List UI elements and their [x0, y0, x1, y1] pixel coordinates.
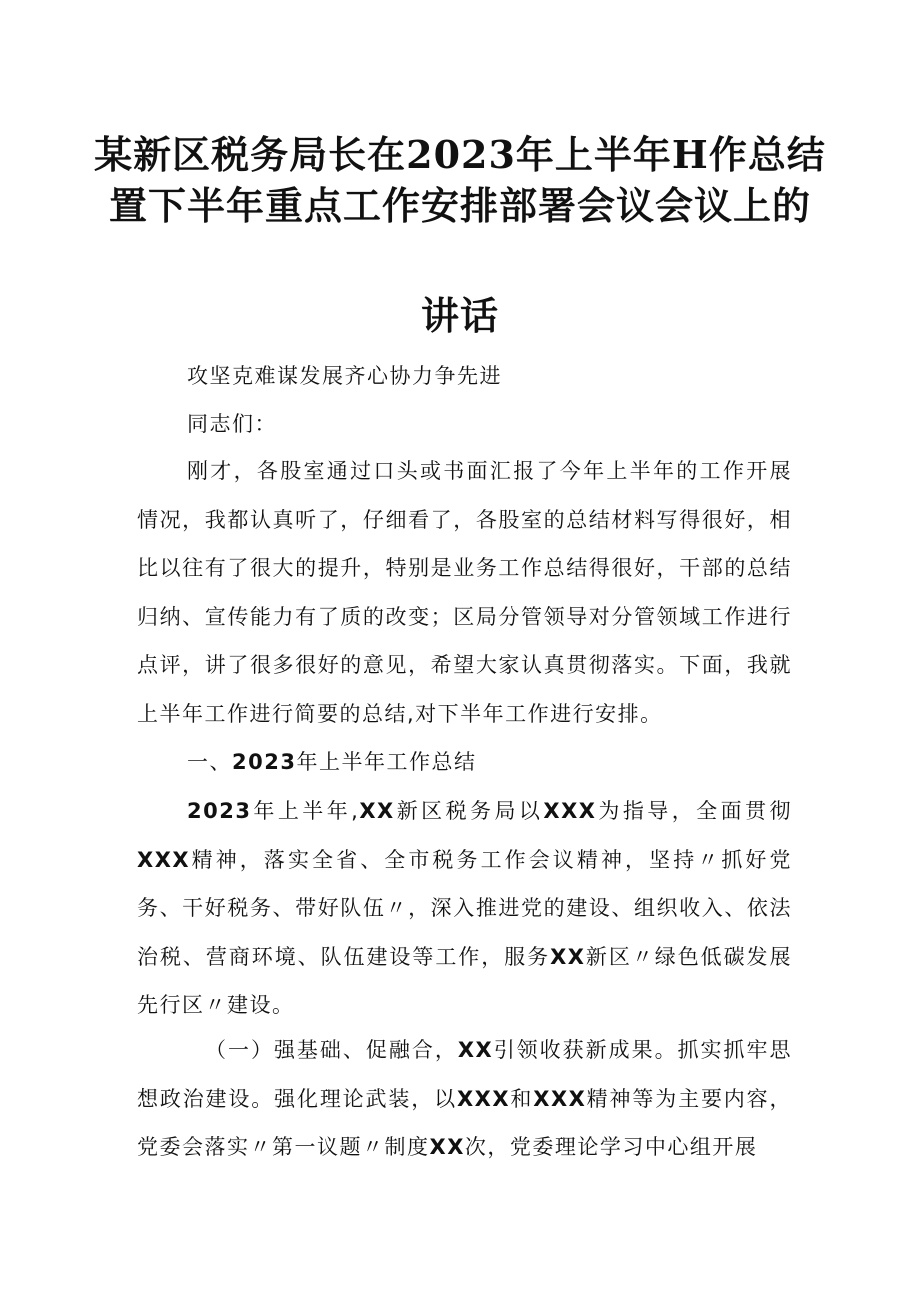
sub-s8: XX: [429, 1135, 465, 1159]
opening-paragraph-text: 刚才，各股室通过口头或书面汇报了今年上半年的工作开展情况，我都认真听了，仔细看了，各股室的总结材料写得很好，相比以往有了很大的提升，特别是业务工作总结得很好，干部的总结归纳、宣传能力有了质的改变；区局分管领导对分管领域工作进行点评，讲了很多很好的意见，希望大家认真贯彻落实。下面，我就上半年工作进行简要的总结,对下半年工作进行安排。: [137, 459, 792, 726]
section-heading-text: [137, 738, 792, 787]
summary-s5: XXX: [543, 799, 597, 823]
subtitle-text: 攻坚克难谋发展齐心协力争先进: [187, 364, 502, 388]
summary-s9: XX: [550, 944, 586, 969]
sub-s2: XX: [457, 1038, 494, 1062]
greeting: [137, 400, 792, 449]
sub-s3: 引领收获新成果。抓实抓牢思想政治建设。强化理论武装，以: [137, 1038, 793, 1111]
title-line-3: 讲话: [420, 293, 499, 338]
sub-s6: XXX: [533, 1086, 587, 1111]
greeting-text: 同志们：: [187, 412, 277, 436]
section-heading-year: 2023: [232, 750, 297, 774]
title-line-2: 置下半年重点工作安排部署会议会议上的: [108, 183, 811, 228]
section-heading: [137, 738, 792, 787]
summary-s2: 年上半年,: [251, 799, 360, 823]
opening-paragraph: [137, 447, 792, 738]
summary-s7: XXX: [137, 847, 191, 872]
speech-subtitle: [137, 352, 792, 401]
subsection-paragraph-text: [137, 1026, 792, 1172]
section-heading-rest: 年上半年工作总结: [296, 750, 477, 774]
sub-s9: 次，党委理论学习中心组开展: [464, 1135, 758, 1159]
summary-paragraph: [137, 787, 792, 1030]
summary-paragraph-text: [137, 787, 792, 1030]
summary-s1: 2023: [187, 799, 252, 823]
sub-s5: 和: [510, 1086, 534, 1111]
summary-s6: 为指导，全面贯彻: [596, 799, 793, 823]
summary-s8: 精神，落实全省、全市税务工作会议精神，坚持〃抓好党务、干好税务、带好队伍〃，深入推进党的建设、组织收入、依法治税、营商环境、队伍建设等工作，服务: [137, 847, 792, 969]
subsection-paragraph: [137, 1026, 792, 1172]
section-heading-prefix: 一、: [187, 750, 232, 774]
summary-s4: 新区税务局以: [394, 799, 544, 823]
summary-s3: XX: [359, 799, 395, 823]
sub-s7: 精神等为主要内容，党委会落实〃第一议题〃制度: [137, 1086, 793, 1159]
summary-s10: 新区〃绿色低碳发展先行区〃建设。: [137, 944, 793, 1017]
title-line-1: 某新区税务局长在2023年上半年H作总结: [94, 132, 826, 177]
sub-s1: （一）强基础、促融合，: [205, 1038, 458, 1062]
sub-s4: XXX: [456, 1086, 511, 1111]
